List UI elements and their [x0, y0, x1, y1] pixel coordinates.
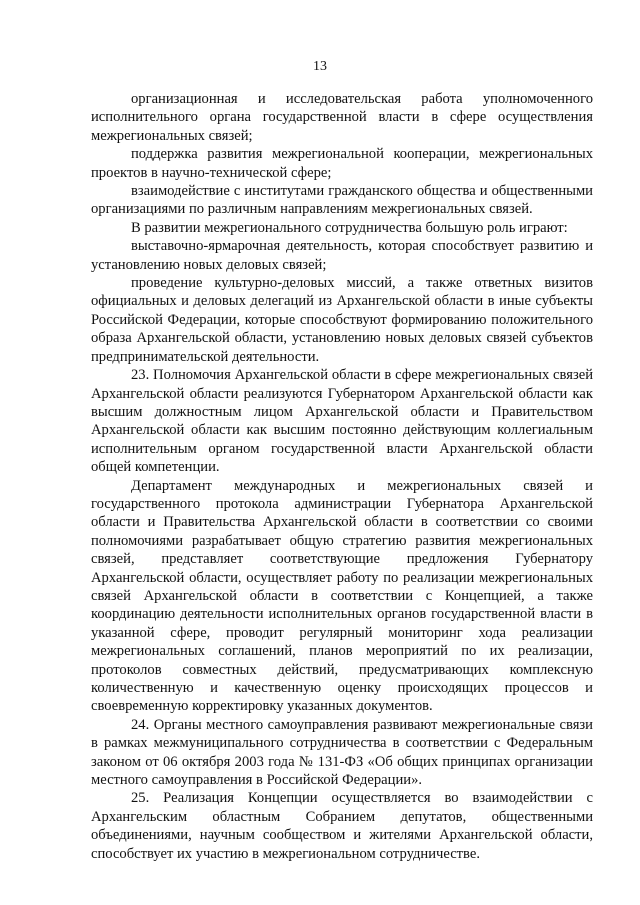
paragraph: взаимодействие с институтами гражданского общества и общественными организациями по различным направлениям межрегиональных связей. — [91, 183, 593, 218]
paragraph: проведение культурно-деловых миссий, а также ответных визитов официальных и деловых делегаций из Архангельской области в иные субъекты Российской Федерации, которые способствуют формированию положительного образа Архангельской области, установлению новых деловых связей субъектов предпринимательской деятельности. — [91, 275, 593, 365]
page-number: 13 — [313, 59, 327, 74]
paragraph: В развитии межрегионального сотрудничества большую роль играют: — [131, 219, 568, 236]
document-body — [91, 90, 593, 863]
paragraph: Департамент международных и межрегиональных связей и государственного протокола администрации Губернатора Архангельской области и Правительства Архангельской области в соответствии со своими полномочиями разрабатывает общую стратегию развития межрегиональных связей, представляет соответствующие предложения Губернатору Архангельской области, осуществляет работу по реализации межрегиональных связей Архангельской области в соответствии с Концепцией, а также координацию деятельности исполнительных органов государственной власти в указанной сфере, проводит регулярный мониторинг хода реализации межрегиональных соглашений, планов мероприятий по их реализации, протоколов совместных действий, предусматривающих комплексную количественную и качественную оценку происходящих процессов и своевременную корректировку указанных документов. — [91, 477, 593, 715]
paragraph: 24. Органы местного самоуправления развивают межрегиональные связи в рамках межмуниципального сотрудничества в соответствии с Федеральным законом от 06 октября 2003 года № 131-ФЗ «Об общих принципах организации местного самоуправления в Российской Федерации». — [91, 716, 593, 789]
paragraph: поддержка развития межрегиональной кооперации, межрегиональных проектов в научно-технической сфере; — [91, 146, 593, 181]
paragraph: организационная и исследовательская работа уполномоченного исполнительного органа государственной власти в сфере осуществления межрегиональных связей; — [91, 91, 593, 144]
paragraph: 23. Полномочия Архангельской области в сфере межрегиональных связей Архангельской области реализуются Губернатором Архангельской области как высшим должностным лицом Архангельской области и Правительством Архангельской области как высшим постоянно действующим коллегиальным исполнительным органом государственной власти Архангельской области общей компетенции. — [91, 367, 593, 476]
paragraph: 25. Реализация Концепции осуществляется во взаимодействии с Архангельским областным Собранием депутатов, общественными объединениями, научным сообществом и жителями Архангельской области, способствует их участию в межрегиональном сотрудничестве. — [91, 790, 593, 862]
paragraph: выставочно-ярмарочная деятельность, которая способствует развитию и установлению новых деловых связей; — [91, 238, 593, 273]
